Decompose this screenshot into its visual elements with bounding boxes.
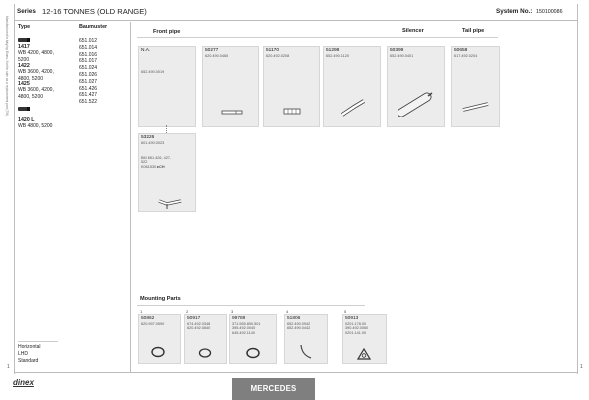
mount-index: 5 — [344, 309, 347, 314]
part-number: 50399 — [390, 48, 404, 53]
part-card[interactable] — [202, 46, 259, 127]
part-number: 99789 — [232, 316, 246, 321]
baumuster-header: Baumuster — [79, 24, 108, 30]
ref-line: 620.492.0840 — [187, 326, 211, 331]
pipe-section-icon — [221, 109, 243, 117]
system-label: System No.: — [496, 8, 533, 15]
part-ref: 620.490.0465 — [205, 54, 229, 58]
part-ref: 652.490.0401 — [390, 54, 414, 58]
part-number: N.A. — [141, 48, 151, 53]
mount-index: 1 — [140, 309, 143, 314]
part-number: 50862 — [141, 316, 155, 321]
truck-icon — [18, 38, 28, 42]
part-card[interactable] — [451, 46, 500, 127]
part-number: 53226 — [141, 135, 155, 140]
part-card[interactable] — [138, 46, 196, 127]
fitment-line: BM 651.426, 427, — [141, 156, 171, 160]
type-line: WB 3600, 4200, — [18, 69, 54, 75]
part-ref: 601.490.0023 — [141, 141, 165, 145]
ref-line: 0201.141.00 — [345, 330, 367, 335]
ref-line: 0201.178.00 — [345, 322, 367, 326]
fitment-line — [141, 165, 171, 169]
mounting-parts-heading: Mounting Parts — [140, 296, 181, 302]
part-ref — [187, 322, 210, 331]
mount-card[interactable] — [342, 314, 387, 364]
part-ref: 617.492.0204 — [454, 54, 478, 58]
baumuster-item: 651.027 — [79, 78, 98, 85]
part-card[interactable] — [138, 133, 196, 212]
part-number: 51806 — [287, 316, 301, 321]
baumuster-list — [79, 38, 97, 106]
part-number: 50658 — [454, 48, 468, 53]
clamp-icon — [150, 346, 166, 358]
mount-card[interactable] — [229, 314, 277, 364]
connector-line — [166, 125, 168, 133]
ref-line: 390.492.0060 — [345, 326, 369, 331]
part-card[interactable] — [323, 46, 381, 127]
mount-card[interactable] — [138, 314, 181, 364]
type-name-1420l: 1420 L — [18, 117, 35, 123]
ref-line: 674.492.0348 — [187, 322, 211, 326]
footer-rule — [18, 341, 58, 342]
ref-line: 371.555.890.501 — [232, 322, 261, 326]
part-ref — [287, 322, 310, 331]
page-mark-right: 1 — [580, 364, 583, 370]
bent-pipe-icon — [340, 97, 366, 119]
part-ref: 652.490.1120 — [326, 54, 349, 58]
version-text: Standard — [18, 358, 39, 364]
part-number: 51298 — [326, 48, 340, 53]
baumuster-item: 651.426 — [79, 85, 98, 92]
front-pipe-icon — [157, 196, 183, 210]
hanger-icon — [298, 343, 314, 361]
clamp-icon — [245, 347, 261, 359]
type-header: Type — [18, 24, 31, 30]
type-line: 5200 — [18, 56, 30, 63]
brand-banner: MERCEDES — [232, 378, 315, 400]
part-card[interactable] — [263, 46, 320, 127]
gasket-icon — [357, 348, 371, 360]
left-panel-divider — [130, 22, 131, 372]
part-ref: 652.490.0019 — [141, 70, 165, 74]
system-number: 150100086 — [536, 9, 563, 15]
baumuster-item: 651.522 — [79, 99, 98, 106]
baumuster-item: 651.012 — [79, 38, 98, 44]
left-border — [14, 4, 15, 374]
mount-index: 3 — [231, 309, 234, 314]
right-border — [577, 4, 578, 374]
ref-line: 652.490.0442 — [287, 326, 311, 331]
mount-card[interactable] — [284, 314, 328, 364]
part-number: 50913 — [345, 316, 359, 321]
type-name-1425: 1425 — [18, 81, 30, 87]
silencer-heading: Silencer — [402, 28, 424, 34]
page-mark-left: 1 — [7, 364, 10, 370]
mount-card[interactable] — [184, 314, 227, 364]
fitment-code: K061530 — [141, 164, 157, 169]
type-name-1422: 1422 — [18, 63, 30, 69]
part-card[interactable] — [387, 46, 445, 127]
type-line: 4800, 5200 — [18, 75, 44, 82]
section-rule — [137, 37, 498, 38]
ref-line: 395.492.0040 — [232, 326, 256, 331]
baumuster-item: 651.017 — [79, 58, 98, 65]
type-line: WB 3600, 4200, — [18, 87, 54, 93]
type-line: 4800, 5200 — [18, 93, 44, 100]
side-note: Manufactured in Italy by Dinex. Not for sale as a replacement part (TM) — [5, 16, 9, 117]
baumuster-item: 651.024 — [79, 65, 98, 72]
series-label: Series — [17, 8, 36, 15]
clamp-icon — [197, 347, 213, 359]
series-title: 12-16 TONNES (OLD RANGE) — [42, 7, 147, 16]
part-number: 50917 — [187, 316, 201, 321]
country-code: ▸CH — [157, 164, 165, 169]
silencer-icon — [398, 91, 434, 117]
baumuster-item: 651.014 — [79, 44, 98, 51]
baumuster-item: 651.016 — [79, 51, 98, 58]
fitment-note — [141, 156, 171, 169]
tail-pipe-icon — [461, 101, 491, 113]
tail-pipe-heading: Tail pipe — [462, 28, 485, 34]
type-name-1417: 1417 — [18, 44, 30, 50]
ref-line: 652.490.0942 — [287, 322, 311, 326]
drive-side-text: LHD — [18, 351, 29, 357]
front-pipe-heading: Front pipe — [153, 29, 181, 35]
part-number: 51170 — [266, 48, 279, 53]
part-ref — [232, 322, 261, 335]
mount-index: 4 — [286, 309, 289, 314]
part-number: 50277 — [205, 48, 219, 53]
mount-index: 2 — [186, 309, 189, 314]
truck-icon — [18, 107, 28, 111]
baumuster-item: 651.427 — [79, 92, 98, 99]
baumuster-item: 651.026 — [79, 71, 98, 78]
type-line: WB 4800, 5200 — [18, 123, 53, 129]
part-ref: 620.492.0208 — [266, 54, 290, 58]
part-ref — [345, 322, 368, 335]
flex-pipe-icon — [283, 107, 301, 117]
orientation-text: Horizontal — [18, 344, 41, 350]
footer-divider — [14, 372, 577, 373]
type-line: WB 4200, 4800, — [18, 50, 54, 56]
dinex-logo: dinex — [13, 378, 34, 387]
part-ref: 620.997.0590 — [141, 322, 165, 326]
mounting-rule — [137, 305, 365, 306]
ref-line: 645.492.1140 — [232, 330, 255, 335]
header-divider — [14, 20, 577, 21]
fitment-line: 522 — [141, 160, 148, 165]
